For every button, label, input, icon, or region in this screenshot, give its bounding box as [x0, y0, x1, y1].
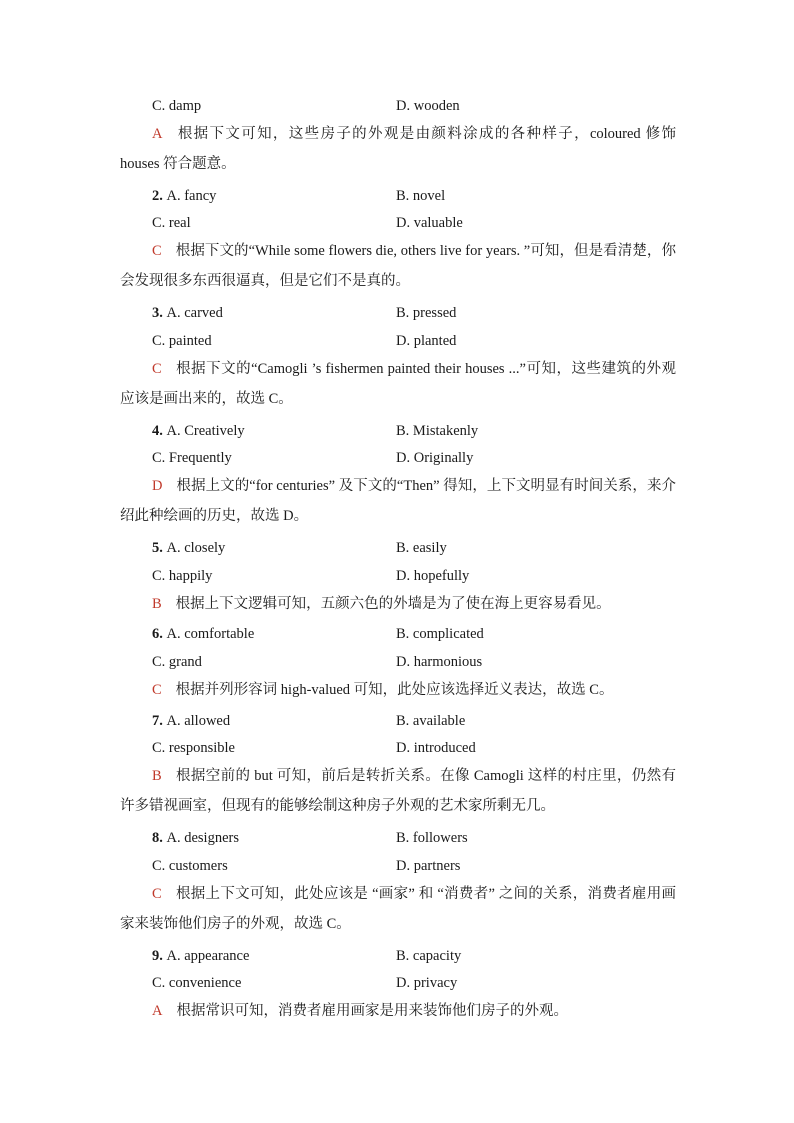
option-a: A. comfortable — [166, 626, 255, 642]
option-row — [152, 186, 446, 206]
answer-letter: A — [152, 1003, 163, 1019]
explanation-text: 根据并列形容词 high-valued 可知，此处应该选择近义表达，故选 C。 — [175, 682, 614, 698]
option-row — [152, 96, 460, 116]
answer-letter: D — [152, 478, 163, 494]
option-c: C. real — [152, 215, 191, 231]
option-a: A. Creatively — [166, 423, 245, 439]
option-c: C. painted — [152, 333, 212, 349]
answer-letter: C — [152, 243, 162, 259]
option-b: B. followers — [396, 830, 468, 846]
option-row — [152, 331, 457, 351]
answer-letter: C — [152, 361, 162, 377]
option-d: D. valuable — [396, 215, 463, 231]
answer-letter: C — [152, 886, 162, 902]
option-d: D. harmonious — [396, 654, 483, 670]
explanation-6 — [120, 676, 676, 706]
option-a: A. designers — [166, 830, 239, 846]
option-row — [152, 738, 476, 758]
question-number: 8. — [152, 830, 167, 846]
question-number: 4. — [152, 423, 167, 439]
option-b: B. complicated — [396, 626, 484, 642]
option-d: D. Originally — [396, 450, 474, 466]
answer-letter: A — [152, 126, 163, 142]
question-number: 5. — [152, 540, 167, 556]
question-number: 6. — [152, 626, 167, 642]
option-row — [152, 624, 484, 644]
option-b: B. easily — [396, 540, 447, 556]
explanation-8 — [120, 880, 676, 939]
explanation-4 — [120, 472, 676, 531]
option-c: C. responsible — [152, 740, 235, 756]
option-row — [152, 566, 470, 586]
option-d: D. wooden — [396, 98, 460, 114]
answer-letter: C — [152, 682, 162, 698]
option-d: D. planted — [396, 333, 457, 349]
option-b: B. novel — [396, 188, 446, 204]
option-row — [152, 652, 483, 672]
explanation-9 — [120, 997, 676, 1027]
option-row — [152, 448, 474, 468]
option-row — [152, 711, 466, 731]
option-row — [152, 421, 479, 441]
explanation-7 — [120, 762, 676, 821]
explanation-text: 根据上文的“for centuries” 及下文的“Then” 得知，上下文明显有时间关系，来介绍此种绘画的历史，故选 D。 — [120, 478, 676, 524]
option-a: A. fancy — [166, 188, 217, 204]
option-row — [152, 213, 463, 233]
option-row — [152, 946, 462, 966]
option-c: C. happily — [152, 568, 213, 584]
option-c: C. damp — [152, 98, 202, 114]
explanation-text: 根据下文的“While some flowers die, others live for years. ”可知，但是看清楚，你会发现很多东西很逼真，但是它们不是真的。 — [120, 243, 676, 289]
option-d: D. partners — [396, 858, 461, 874]
explanation-text: 根据上下文可知，此处应该是 “画家” 和 “消费者” 之间的关系，消费者雇用画家来装饰他们房子的外观，故选 C。 — [120, 886, 676, 932]
option-d: D. privacy — [396, 975, 458, 991]
option-d: D. hopefully — [396, 568, 470, 584]
option-row — [152, 538, 447, 558]
option-row — [152, 856, 461, 876]
answer-letter: B — [152, 596, 162, 612]
option-c: C. Frequently — [152, 450, 232, 466]
option-c: C. convenience — [152, 975, 242, 991]
option-a: A. closely — [166, 540, 226, 556]
option-a: A. allowed — [166, 713, 231, 729]
explanation-text: 根据下文的“Camogli ’s fishermen painted their houses ...”可知，这些建筑的外观应该是画出来的，故选 C。 — [120, 361, 676, 407]
explanation-2 — [120, 237, 676, 296]
explanation-text: 根据上下文逻辑可知，五颜六色的外墙是为了使在海上更容易看见。 — [175, 596, 611, 612]
explanation-5 — [120, 590, 676, 620]
explanation-text: 根据空前的 but 可知，前后是转折关系。在像 Camogli 这样的村庄里，仍然有许多错视画室，但现有的能够绘制这种房子外观的艺术家所剩无几。 — [120, 768, 676, 814]
answer-letter: B — [152, 768, 162, 784]
explanation-text: 根据下文可知，这些房子的外观是由颜料涂成的各种样子，coloured 修饰 houses 符合题意。 — [120, 126, 676, 172]
option-c: C. grand — [152, 654, 202, 670]
question-number: 7. — [152, 713, 167, 729]
explanation-3 — [120, 355, 676, 414]
option-d: D. introduced — [396, 740, 476, 756]
question-number: 3. — [152, 305, 167, 321]
option-b: B. Mistakenly — [396, 423, 479, 439]
option-row — [152, 303, 457, 323]
option-b: B. pressed — [396, 305, 457, 321]
explanation-1 — [120, 120, 676, 179]
option-a: A. appearance — [166, 948, 250, 964]
option-row — [152, 828, 468, 848]
question-number: 9. — [152, 948, 167, 964]
option-a: A. carved — [166, 305, 223, 321]
option-b: B. capacity — [396, 948, 462, 964]
question-number: 2. — [152, 188, 167, 204]
explanation-text: 根据常识可知，消费者雇用画家是用来装饰他们房子的外观。 — [176, 1003, 568, 1019]
option-c: C. customers — [152, 858, 228, 874]
option-b: B. available — [396, 713, 466, 729]
option-row — [152, 973, 458, 993]
